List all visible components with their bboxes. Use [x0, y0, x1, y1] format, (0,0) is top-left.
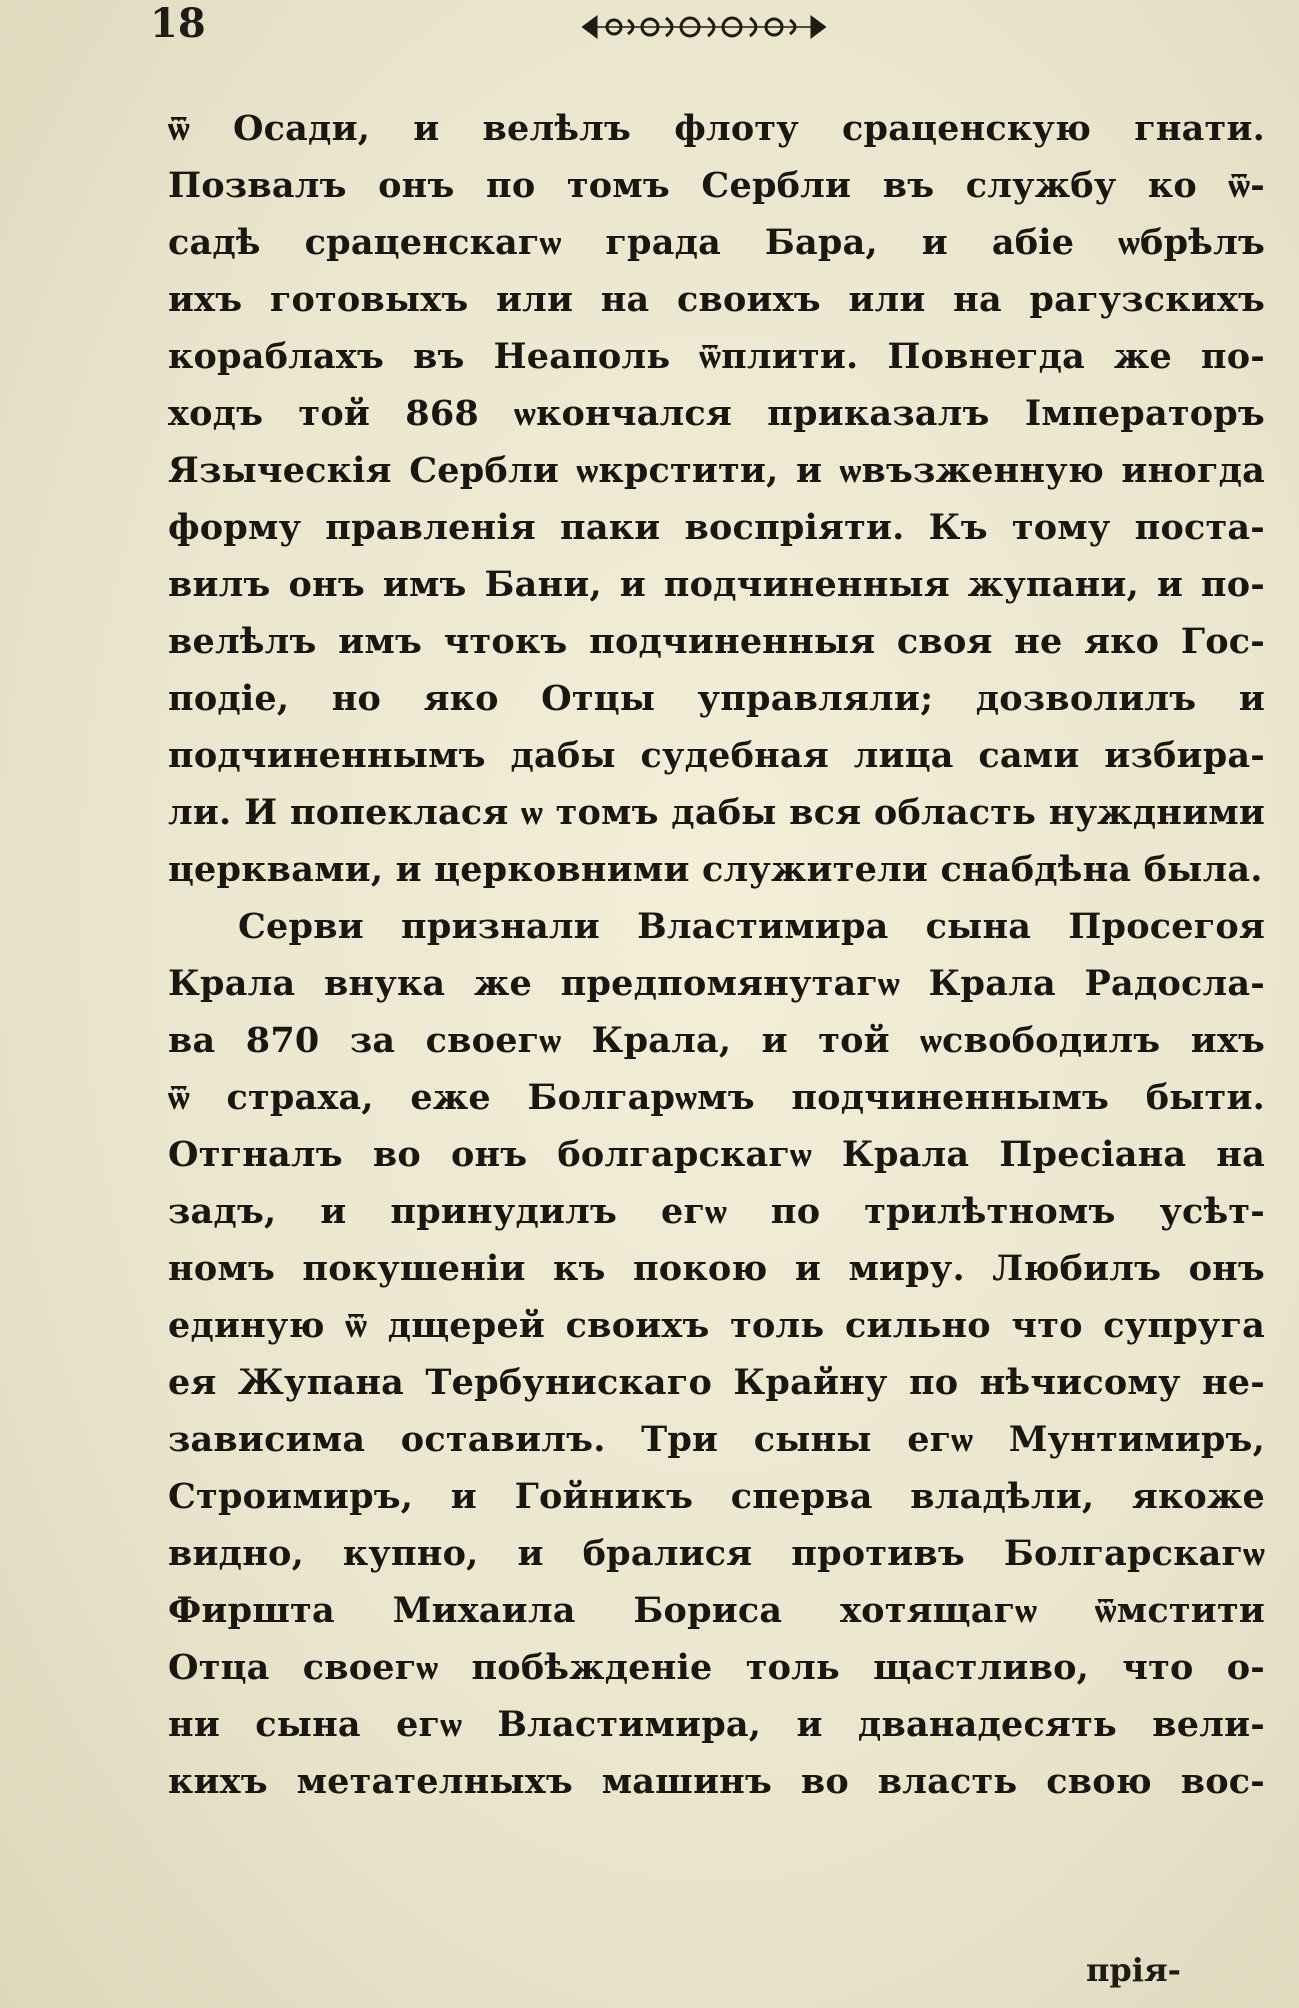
text-line: ли. И попеклася ѡ томъ дабы вся область нуждними: [168, 792, 1265, 833]
text-line: Фирштa Михаила Бориса хотящагѡ ѿмстити: [168, 1590, 1265, 1631]
catchword: прiя-: [1086, 1951, 1181, 1989]
text-line: Позвалъ онъ по томъ Сербли въ службу ко ѿ-: [168, 165, 1265, 206]
ornament-icon: [578, 10, 830, 44]
text-line: Отца своегѡ побѣжденiе толь щастливо, что о-: [168, 1647, 1265, 1688]
text-line: кихъ метателныхъ машинъ во власть свою вос-: [168, 1761, 1265, 1802]
text-line: вилъ онъ имъ Бани, и подчиненныя жупани, и по-: [168, 564, 1265, 605]
text-line: видно, купно, и бралися противъ Болгарскагѡ: [168, 1533, 1265, 1574]
text-line: задъ, и принудилъ егѡ по трилѣтномъ усѣт-: [168, 1191, 1265, 1232]
text-line: Языческiя Сербли ѡкрстити, и ѡвъзженную иногда: [168, 450, 1265, 491]
text-line: кораблахъ въ Неаполь ѿплити. Повнегда же по-: [168, 336, 1265, 377]
text-line: ходъ той 868 ѡкончался приказалъ Iмператоръ: [168, 393, 1265, 434]
text-line: ва 870 за своегѡ Крала, и той ѡсвободилъ ихъ: [168, 1020, 1265, 1061]
text-line: велѣлъ имъ чтокъ подчиненныя своя не яко Гос-: [168, 621, 1265, 662]
text-line: Строимиръ, и Гойникъ сперва владѣли, якоже: [168, 1476, 1265, 1517]
text-line: единую ѿ дщерей своихъ толь сильно что супруга: [168, 1305, 1265, 1346]
text-line: ѿ страха, еже Болгарѡмъ подчиненнымъ быти.: [168, 1077, 1265, 1118]
text-line: церквами, и церковними служители снабдѣна была.: [168, 849, 1263, 890]
text-line: форму правленiя паки воспрiяти. Къ тому поста-: [168, 507, 1265, 548]
text-line: ни сына егѡ Властимира, и дванадесять вели-: [168, 1704, 1265, 1745]
text-line: зависима оставилъ. Три сыны егѡ Мунтимиръ,: [168, 1419, 1265, 1460]
text-line: подiе, но яко Отцы управляли; дозволилъ и: [168, 678, 1265, 719]
text-line: Отгналъ во онъ болгарскагѡ Крала Пресiана на: [168, 1134, 1265, 1175]
body-text: [168, 100, 1265, 1810]
text-line: садѣ сраценскагѡ града Бара, и абiе ѡбрѣлъ: [168, 222, 1265, 263]
page-number: 18: [150, 0, 206, 47]
text-line: подчиненнымъ дабы судебная лица сами избира-: [168, 735, 1265, 776]
text-line: ихъ готовыхъ или на своихъ или на рагузскихъ: [168, 279, 1265, 320]
text-line: Крала внука же предпомянутагѡ Крала Радосла-: [168, 963, 1265, 1004]
text-line: ѿ Осади, и велѣлъ флоту сраценскую гнати.: [168, 108, 1265, 149]
text-line: Серви признали Властимира сына Просегоя: [238, 906, 1265, 947]
text-line: номъ покушенiи къ покою и миру. Любилъ онъ: [168, 1248, 1265, 1289]
text-line: ея Жупана Тербунискаго Крайну по нѣчисому не-: [168, 1362, 1265, 1403]
